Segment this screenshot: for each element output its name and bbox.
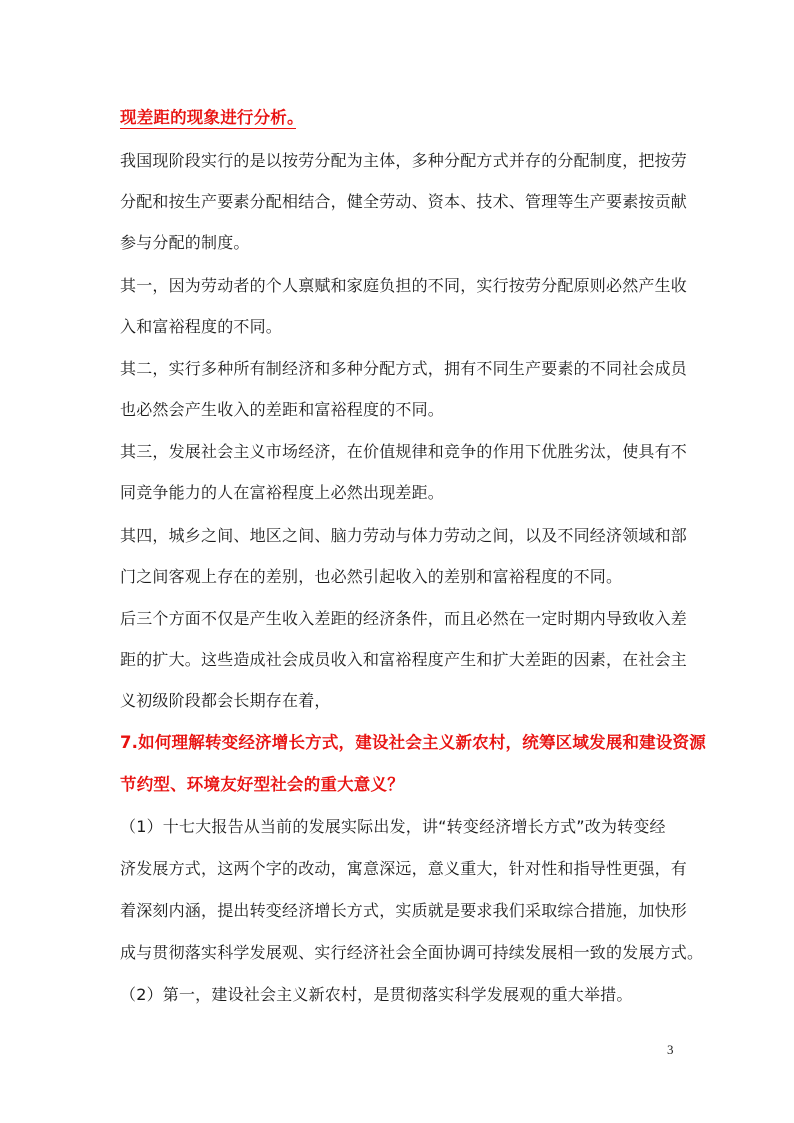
paragraph-line: 同竞争能力的人在富裕程度上必然出现差距。 [120,483,445,502]
paragraph-line: 义初级阶段都会长期存在着， [120,691,331,710]
paragraph-line: 济发展方式，这两个字的改动，寓意深远，意义重大，针对性和指导性更强，有 [120,859,688,878]
paragraph-line: 也必然会产生收入的差距和富裕程度的不同。 [120,400,445,419]
paragraph-line: （1）十七大报告从当前的发展实际出发，讲“转变经济增长方式”改为转变经 [120,817,666,836]
paragraph-line: 入和富裕程度的不同。 [120,317,283,336]
paragraph-line: 后三个方面不仅是产生收入差距的经济条件，而且必然在一定时期内导致收入差 [120,609,688,628]
paragraph-line: 成与贯彻落实科学发展观、实行经济社会全面协调可持续发展相一致的发展方式。 [120,943,704,962]
paragraph-line: 门之间客观上存在的差别，也必然引起收入的差别和富裕程度的不同。 [120,567,623,586]
paragraph-line: 其二，实行多种所有制经济和多种分配方式，拥有不同生产要素的不同社会成员 [120,359,688,378]
question-heading-line: 节约型、环境友好型社会的重大意义？ [120,775,404,794]
page-number: 3 [667,1042,674,1057]
paragraph-line: 其四，城乡之间、地区之间、脑力劳动与体力劳动之间，以及不同经济领域和部 [120,526,688,545]
paragraph-line: 分配和按生产要素分配相结合，健全劳动、资本、技术、管理等生产要素按贡献 [120,192,688,211]
paragraph-line: 其一，因为劳动者的个人禀赋和家庭负担的不同，实行按劳分配原则必然产生收 [120,276,688,295]
paragraph-line: 参与分配的制度。 [120,233,250,252]
paragraph-line: 着深刻内涵，提出转变经济增长方式，实质就是要求我们采取综合措施，加快形 [120,901,688,920]
paragraph-line: 我国现阶段实行的是以按劳分配为主体，多种分配方式并存的分配制度，把按劳 [120,151,688,170]
paragraph-line: 距的扩大。这些造成社会成员收入和富裕程度产生和扩大差距的因素，在社会主 [120,650,688,669]
section-heading-tail: 现差距的现象进行分析。 [120,108,304,127]
paragraph-line: 其三，发展社会主义市场经济，在价值规律和竞争的作用下优胜劣汰，使具有不 [120,442,688,461]
question-heading-line: 7.如何理解转变经济增长方式，建设社会主义新农村，统筹区域发展和建设资源 [120,733,706,752]
paragraph-line: （2）第一，建设社会主义新农村，是贯彻落实科学发展观的重大举措。 [120,985,633,1004]
heading-underline [120,128,296,129]
